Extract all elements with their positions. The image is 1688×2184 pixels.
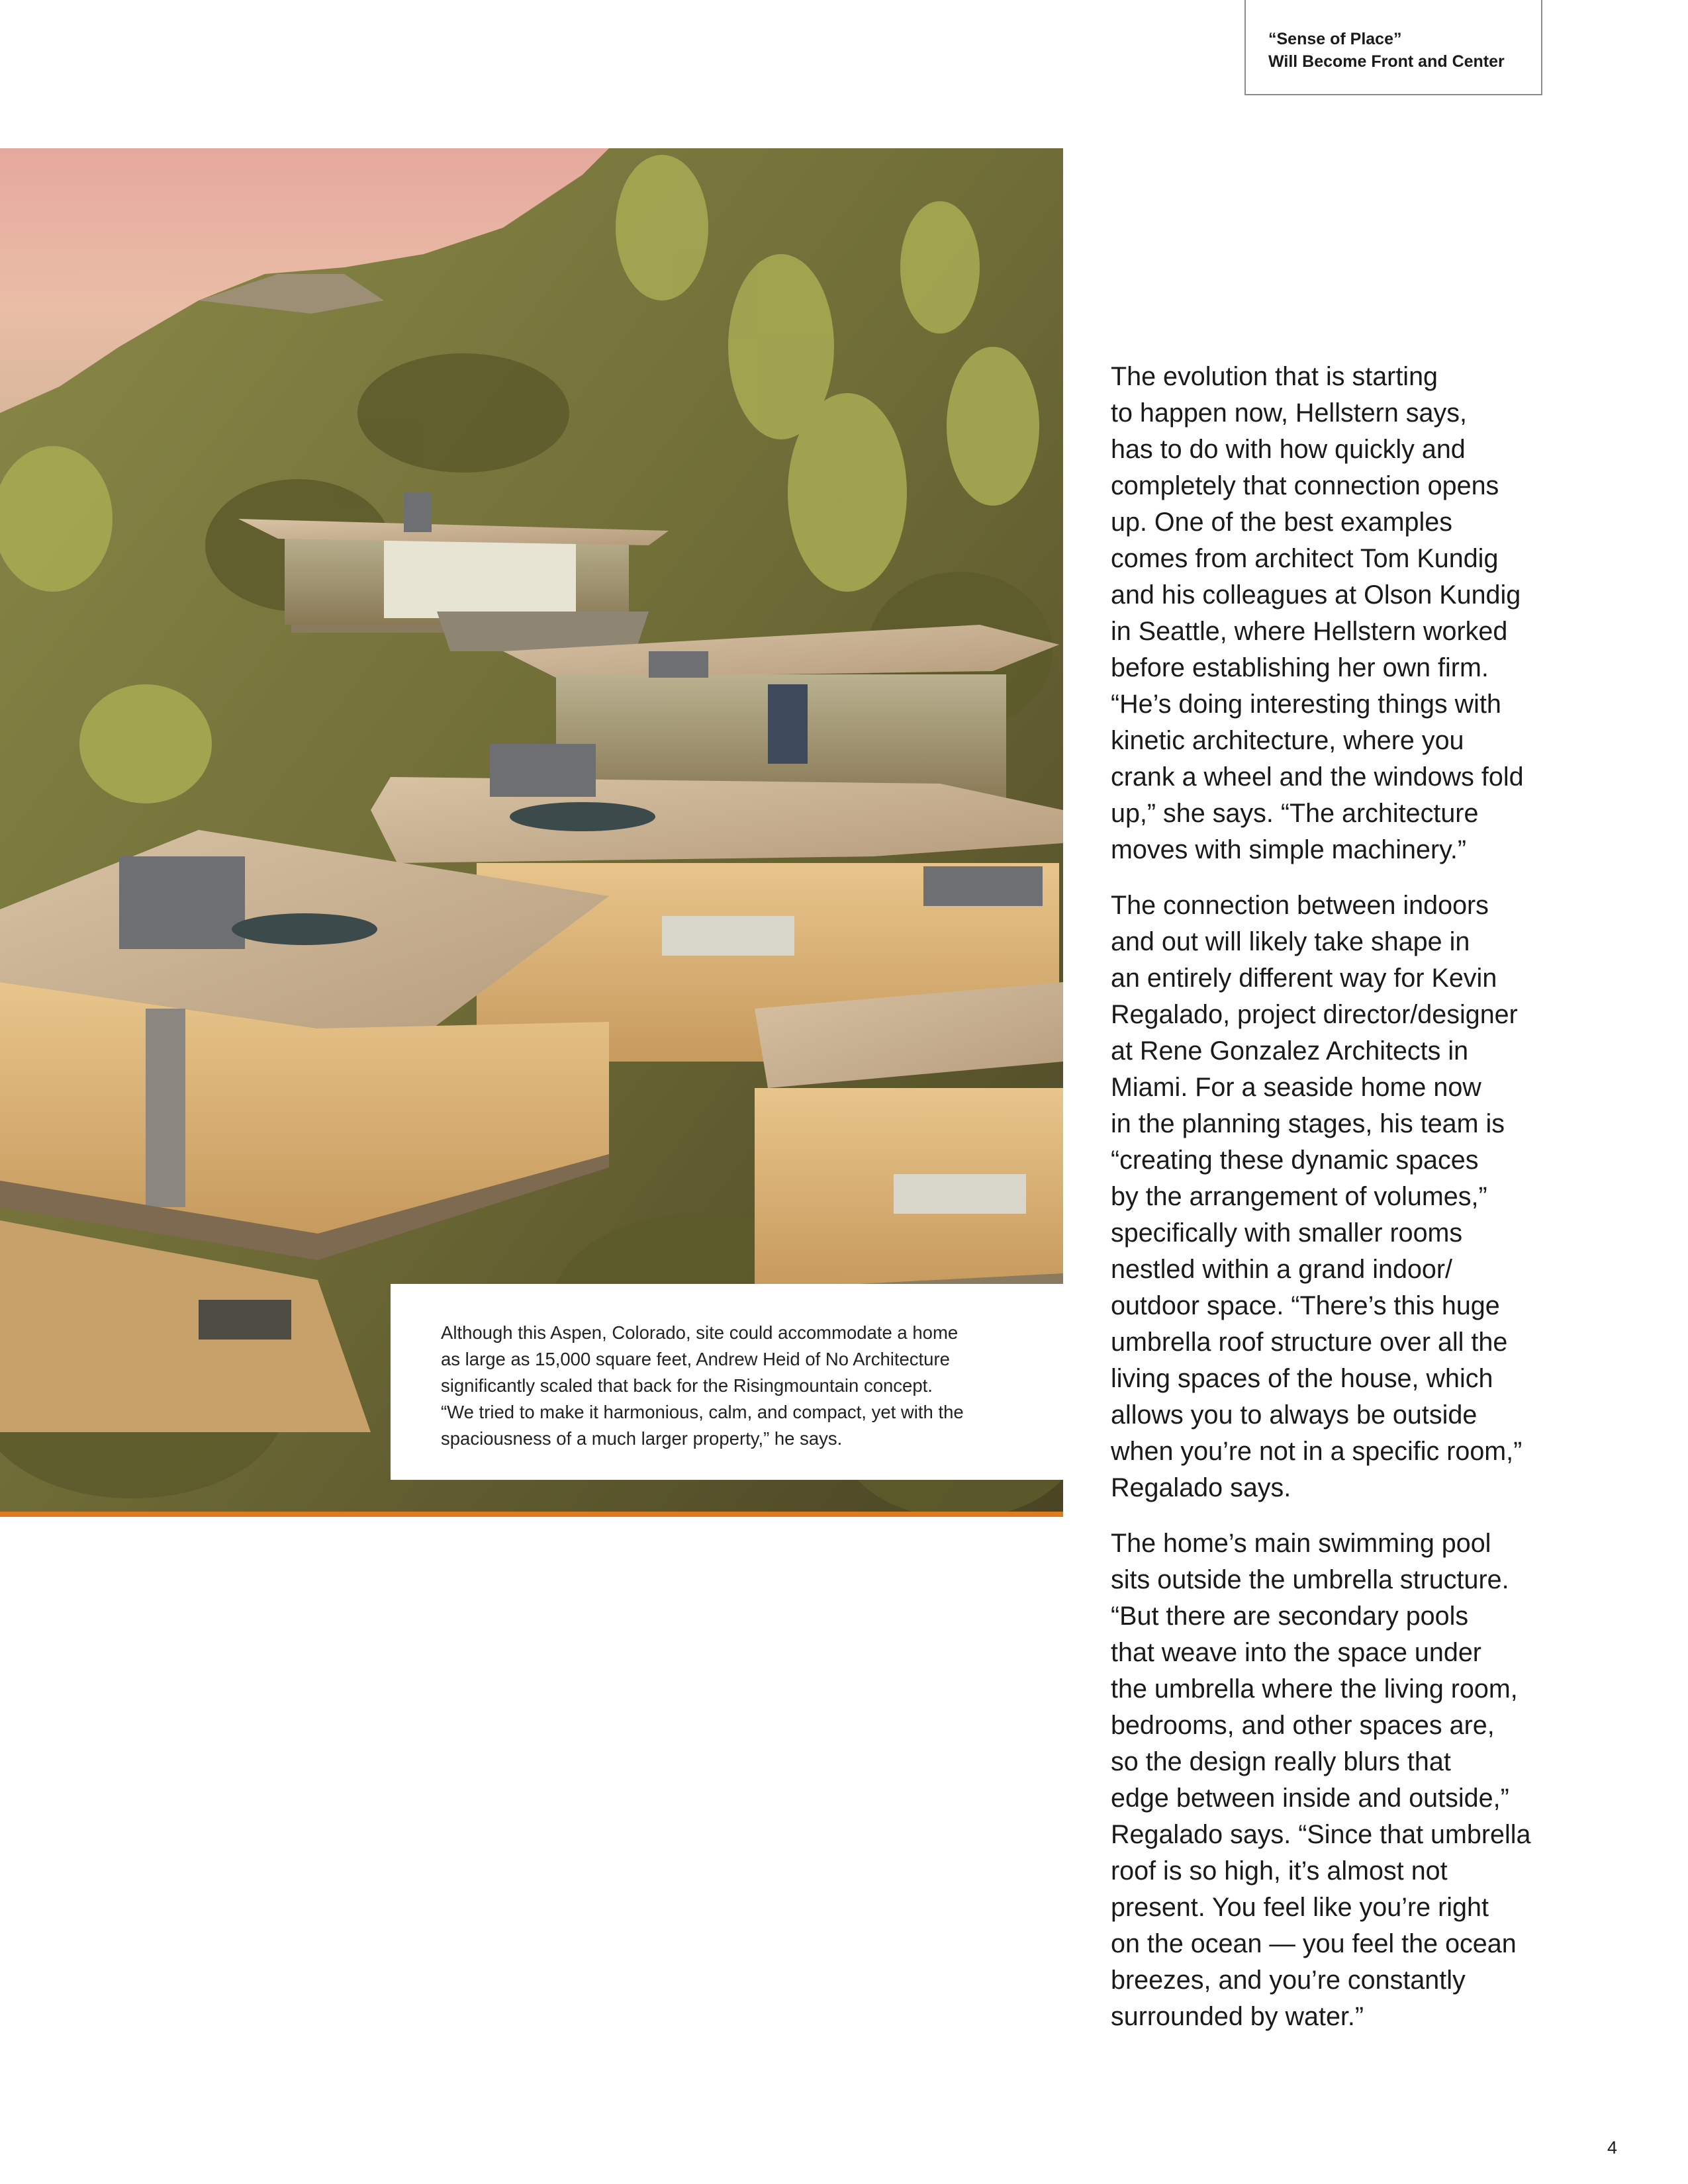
caption-line: “We tried to make it harmonious, calm, and compact, yet with the bbox=[441, 1402, 964, 1422]
text-line: moves with simple machinery.” bbox=[1111, 835, 1467, 864]
text-line: before establishing her own firm. bbox=[1111, 653, 1489, 682]
text-line: Miami. For a seaside home now bbox=[1111, 1073, 1481, 1102]
text-line: Regalado says. “Since that umbrella bbox=[1111, 1820, 1531, 1849]
text-line: up,” she says. “The architecture bbox=[1111, 799, 1479, 828]
text-line: “He’s doing interesting things with bbox=[1111, 690, 1501, 719]
text-line: at Rene Gonzalez Architects in bbox=[1111, 1036, 1469, 1066]
text-line: to happen now, Hellstern says, bbox=[1111, 398, 1467, 428]
caption-line: spaciousness of a much larger property,” he says. bbox=[441, 1428, 843, 1449]
paragraph-2 bbox=[1111, 887, 1568, 1506]
text-line: allows you to always be outside bbox=[1111, 1400, 1477, 1430]
text-line: so the design really blurs that bbox=[1111, 1747, 1451, 1776]
text-line: in Seattle, where Hellstern worked bbox=[1111, 617, 1508, 646]
text-line: outdoor space. “There’s this huge bbox=[1111, 1291, 1500, 1320]
text-line: umbrella roof structure over all the bbox=[1111, 1328, 1508, 1357]
text-line: Regalado, project director/designer bbox=[1111, 1000, 1518, 1029]
text-line: has to do with how quickly and bbox=[1111, 435, 1466, 464]
section-tag bbox=[1244, 0, 1542, 95]
text-line: The evolution that is starting bbox=[1111, 362, 1438, 391]
text-line: up. One of the best examples bbox=[1111, 508, 1453, 537]
text-line: breezes, and you’re constantly bbox=[1111, 1966, 1466, 1995]
text-line: “But there are secondary pools bbox=[1111, 1602, 1469, 1631]
caption-line: Although this Aspen, Colorado, site could accommodate a home bbox=[441, 1322, 959, 1343]
caption-line: significantly scaled that back for the Risingmountain concept. bbox=[441, 1375, 933, 1396]
paragraph-1 bbox=[1111, 359, 1568, 868]
paragraph-3 bbox=[1111, 1525, 1568, 2035]
text-line: an entirely different way for Kevin bbox=[1111, 964, 1497, 993]
photo-caption bbox=[391, 1284, 1063, 1480]
text-line: and his colleagues at Olson Kundig bbox=[1111, 580, 1521, 610]
text-line: specifically with smaller rooms bbox=[1111, 1218, 1463, 1248]
text-line: roof is so high, it’s almost not bbox=[1111, 1856, 1448, 1886]
text-line: “creating these dynamic spaces bbox=[1111, 1146, 1479, 1175]
section-title-line-1: “Sense of Place” bbox=[1268, 30, 1402, 48]
text-line: bedrooms, and other spaces are, bbox=[1111, 1711, 1495, 1740]
text-line: surrounded by water.” bbox=[1111, 2002, 1364, 2031]
text-line: on the ocean — you feel the ocean bbox=[1111, 1929, 1517, 1958]
section-title-line-2: Will Become Front and Center bbox=[1268, 52, 1505, 71]
text-line: present. You feel like you’re right bbox=[1111, 1893, 1489, 1922]
text-line: when you’re not in a specific room,” bbox=[1111, 1437, 1523, 1466]
orange-accent-rule bbox=[0, 1512, 1063, 1517]
text-line: edge between inside and outside,” bbox=[1111, 1784, 1509, 1813]
text-line: and out will likely take shape in bbox=[1111, 927, 1470, 956]
text-line: crank a wheel and the windows fold bbox=[1111, 762, 1524, 792]
text-line: The connection between indoors bbox=[1111, 891, 1489, 920]
text-line: Regalado says. bbox=[1111, 1473, 1291, 1502]
text-line: The home’s main swimming pool bbox=[1111, 1529, 1491, 1558]
text-line: by the arrangement of volumes,” bbox=[1111, 1182, 1487, 1211]
caption-line: as large as 15,000 square feet, Andrew Heid of No Architecture bbox=[441, 1349, 950, 1369]
article-body bbox=[1111, 359, 1568, 2054]
text-line: sits outside the umbrella structure. bbox=[1111, 1565, 1509, 1594]
text-line: completely that connection opens bbox=[1111, 471, 1499, 500]
text-line: in the planning stages, his team is bbox=[1111, 1109, 1505, 1138]
page-number: 4 bbox=[1607, 2138, 1618, 2158]
text-line: the umbrella where the living room, bbox=[1111, 1674, 1518, 1704]
text-line: living spaces of the house, which bbox=[1111, 1364, 1493, 1393]
text-line: that weave into the space under bbox=[1111, 1638, 1481, 1667]
text-line: comes from architect Tom Kundig bbox=[1111, 544, 1499, 573]
text-line: kinetic architecture, where you bbox=[1111, 726, 1464, 755]
text-line: nestled within a grand indoor/ bbox=[1111, 1255, 1453, 1284]
